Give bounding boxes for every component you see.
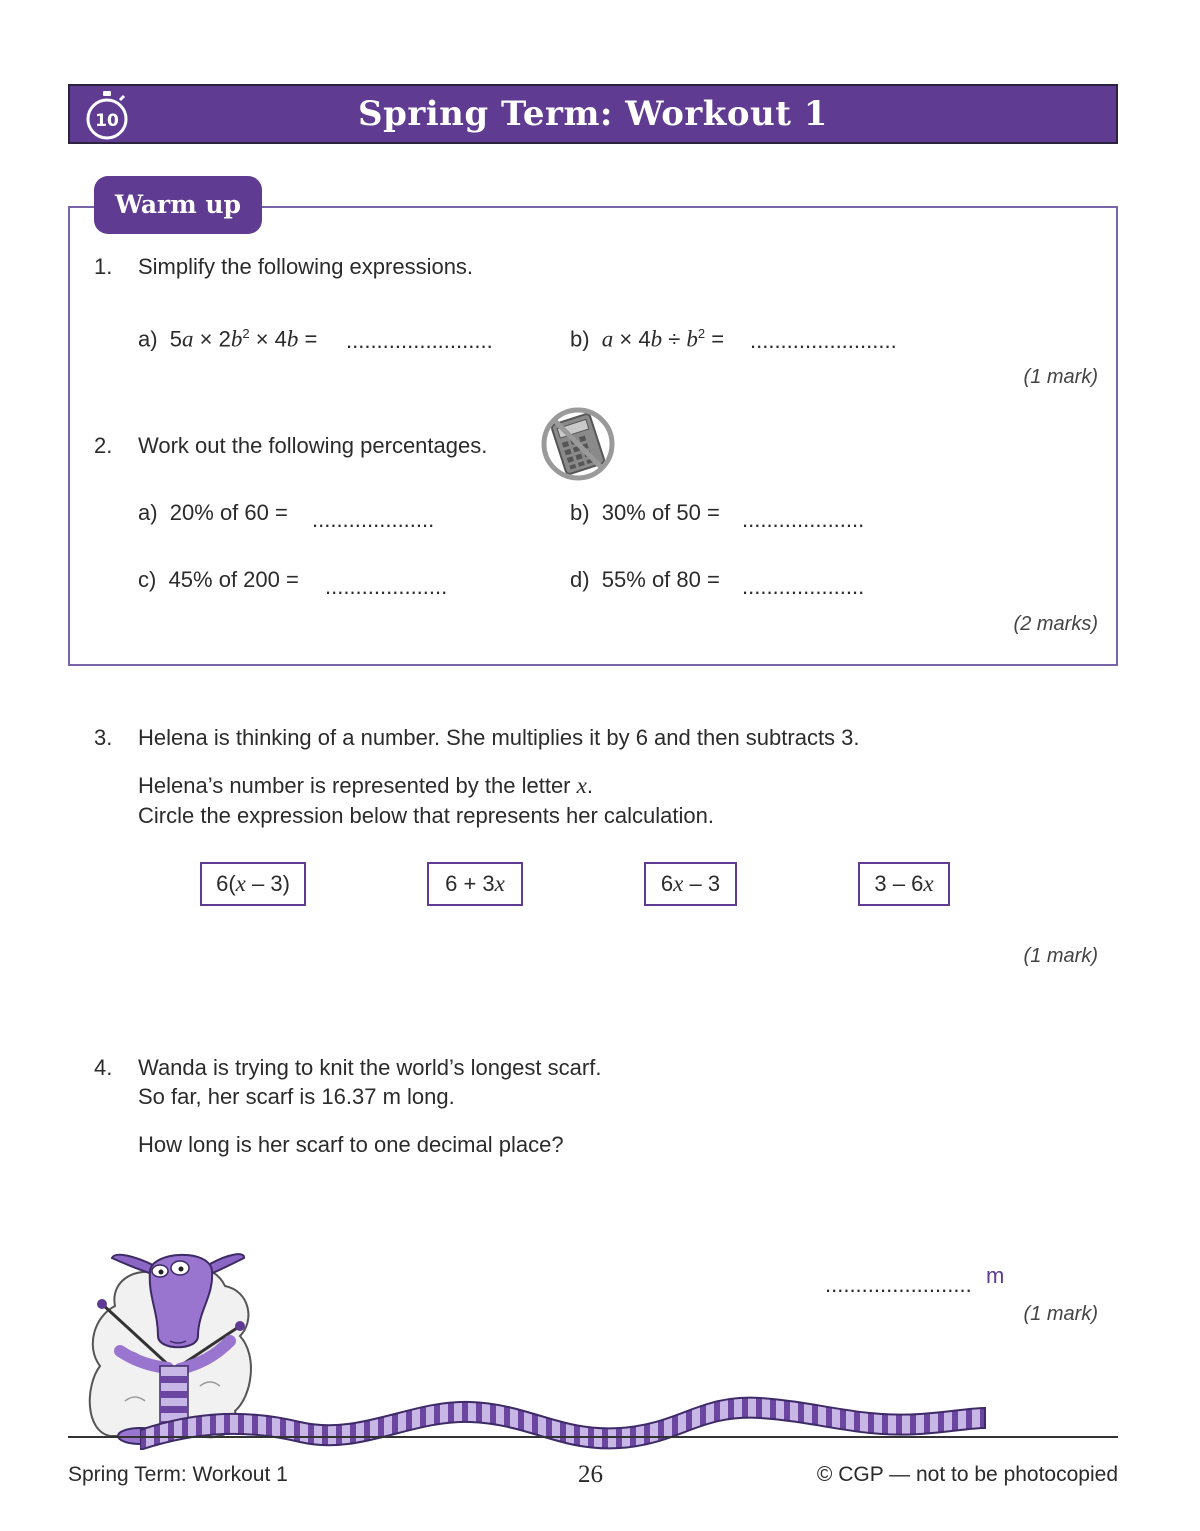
question-1b: b) $a \times 4b \div b^2$ = [570,326,725,352]
question-1a-label: a) [138,326,158,352]
question-2c-expression: 45% of 200 = [168,567,299,592]
option-6-x-minus-3[interactable]: 6(x – 3) [200,862,306,906]
copyright-notice: © CGP — not to be photocopied [816,1463,1118,1486]
question-2d [570,565,720,595]
question-4-answer-line[interactable]: ........................ [825,1272,972,1297]
page-title: Spring Term: Workout 1 [358,94,828,134]
question-1-number: 1. [94,254,113,279]
question-4-line-2: So far, her scarf is 16.37 m long. [138,1084,455,1109]
question-2d-answer-line[interactable]: .................... [742,574,865,599]
question-3-variable: x [576,773,587,798]
question-1a: a) $5a \times 2b^2 \times 4b$ = [138,326,318,352]
question-4-marks: (1 mark) [1023,1303,1098,1325]
question-2-marks: (2 marks) [1013,613,1098,635]
question-4-unit: m [986,1263,1005,1288]
scarf-illustration [140,1380,1000,1450]
question-2b-label: b) [570,500,590,525]
question-2b [570,498,720,528]
warmup-tab-label: Warm up [94,176,262,234]
question-3-number: 3. [94,725,113,750]
question-1a-answer-line[interactable]: ........................ [346,328,493,353]
question-2a-answer-line[interactable]: .................... [312,507,435,532]
question-4-line-1: Wanda is trying to knit the world’s longest scarf. [138,1055,602,1080]
option-6-plus-3x[interactable]: 6 + 3x [427,862,523,906]
question-4-line-3: How long is her scarf to one decimal place? [138,1132,564,1157]
question-1-marks: (1 mark) [1023,366,1098,388]
question-2a-label: a) [138,500,158,525]
question-3-line-2-text: Helena’s number is represented by the letter [138,773,571,798]
question-2c-answer-line[interactable]: .................... [325,574,448,599]
timer-label: 10 [95,111,119,131]
question-4-number: 4. [94,1055,113,1080]
no-calculator-icon [538,404,618,484]
question-3-line-1: Helena is thinking of a number. She multiplies it by 6 and then subtracts 3. [138,725,860,750]
question-2c [138,565,299,595]
page-header [68,84,1118,144]
question-2d-label: d) [570,567,590,592]
question-2c-label: c) [138,567,157,592]
question-1b-answer-line[interactable]: ........................ [750,328,897,353]
question-1-prompt: Simplify the following expressions. [138,254,474,279]
footer-section-title: Spring Term: Workout 1 [68,1463,288,1486]
question-2b-expression: 30% of 50 = [601,500,720,525]
question-2d-expression: 55% of 80 = [601,567,720,592]
option-3-minus-6x[interactable]: 3 – 6x [858,862,950,906]
option-6x-minus-3[interactable]: 6x – 3 [644,862,737,906]
question-2a [138,498,288,528]
question-3-marks: (1 mark) [1023,945,1098,967]
question-2-number: 2. [94,433,113,458]
question-3-line-3: Circle the expression below that represents her calculation. [138,803,714,828]
page-number: 26 [578,1461,603,1488]
question-1b-label: b) [570,326,590,352]
question-3-line-2: Helena’s number is represented by the letter x. [138,773,593,798]
footer-divider [68,1436,1118,1438]
question-2b-answer-line[interactable]: .................... [742,507,865,532]
question-2-prompt: Work out the following percentages. [138,433,488,458]
question-2a-expression: 20% of 60 = [169,500,288,525]
